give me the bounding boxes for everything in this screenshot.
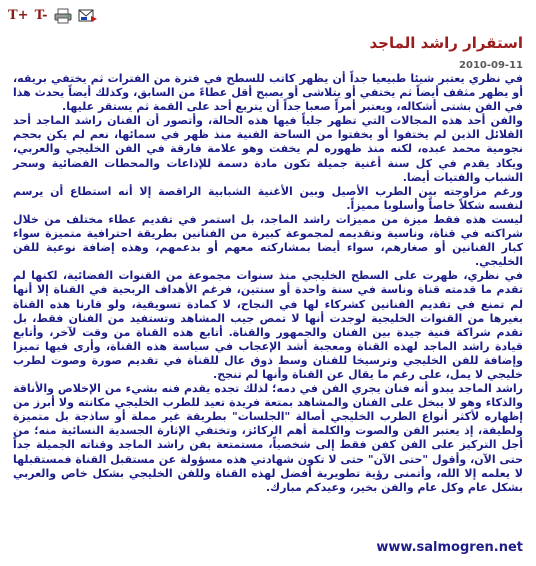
article-date: 2010-09-11 xyxy=(459,60,523,71)
site-url: www.salmogren.net xyxy=(376,540,523,555)
article-title: استقرار راشد الماجد xyxy=(369,34,523,52)
decrease-font-button[interactable]: T- xyxy=(34,8,48,23)
email-icon[interactable] xyxy=(78,8,96,24)
toolbar xyxy=(8,6,96,26)
article-paragraph: والفن أحد هذه المجالات التي تظهر جلياً فيها هذه الحالة، وأتصور أن الفنان راشد الماجد أحد القلائل الذين لم يختفوا أو يخفتوا من الساحة الفنية منذ ظهر في سمائها، نعم لم يكن بحجم نجومية محمد عبده، لكنه منذ ظهوره لم يخفت وهو علامة فارقة في الفن الخليجي والعربي، ويكاد يقدم في كل سنة أغنية جميلة تكون مادة دسمة للإذاعات والمحطات الفضائية وسحر الشباب والفتيات أيضا. xyxy=(13,114,523,184)
article-paragraph: في نظري يعتبر شيئا طبيعيا جداً أن يظهر كاتب للسطح في فترة من الفترات ثم يختفي بريقه، أو يظهر مثقف أيضاً ثم يختفي أو يتلاشى أو يصبح أقل عطاءً من السابق، وكذلك أيضاً يحدث هذا في الفن بشتى أشكاله، ويعتبر أمراً صعبا جداً أن يتربع أحد على القمة ثم يستقر عليها. xyxy=(13,72,523,114)
article-body xyxy=(13,72,523,495)
article-paragraph: في نظري، ظهرت على السطح الخليجي منذ سنوات مجموعة من القنوات الفضائية، لكنها لم تقدم ما قدمته قناة وناسة في سنة واحدة أو سنتين، فرغم الأهداف الربحية في القناة إلا أنها لم تمنع في تقديم الفنانين كشركاء لها في النجاح، لا كمادة تسويقية، ولو قارنا هذه القناة بغيرها من القنوات الخليجية لوجدت أنها لا تمص جيب المشاهد وتستفيد من الفنان فقط، بل تقدم شراكة فنية جيدة بين الفنان والجمهور والقناة. أتابع هذه القناة من وقت لآخر، وأتابع قيادة راشد الماجد لهذه القناة ومعجبة أشد الإعجاب في سياسة هذه القناة، وأرى فيها تميزا وإضافة للفن الخليجي وترسيخا للفنان وسط ذوق عال للقناة في تقديم صورة وصوت لطرب خليجي لا يمل، على رغم ما يقال عن القناة وأنها لم تنجح. xyxy=(13,269,523,381)
increase-font-button[interactable]: T+ xyxy=(8,8,29,23)
article-paragraph: ورغم مزاوجته بين الطرب الأصيل وبين الأغنية الشبابية الراقصة إلا أنه استطاع أن يرسم لنفسه شكلاً خاصاً وأسلوبا مميزاً. xyxy=(13,184,523,212)
article-paragraph: ليست هذه فقط ميزة من مميزات راشد الماجد، بل استمر في تقديم عطاء مختلف من خلال شراكته في قناة، وناسية وتقديمه لمجموعة كبيرة من الفنانين بطريقة احترافية متميزة سواء كبار الفنانين أو صغارهم، سواء أيضا بمشاركته معهم أو بدعمهم، وهذه إضافة نوعية للفن الخليجي. xyxy=(13,212,523,269)
article-paragraph: راشد الماجد يبدو أنه فنان يجري الفن في دمه؛ لذلك تجده يقدم فنه بشيء من الإخلاص والأناقة والذكاء وهو لا يبخل على الفنان والمشاهد بمتعة فريدة تعيد للطرب الخليجي مكانته ولا أبرز من إظهاره لأكثر أنواع الطرب الخليجي أصالة "الجلسات" بطريقة غير مملة أو ساذجة بل متميزة ولطيفة، إذ يعتبر الفن والصوت والكلمة أهم الركائز، وتختفي الإثارة الجسدية النسائية منه؛ من أجل التركيز على الفن كفن فقط إلى شخصياً، مستمتعة بفن راشد الماجد وقناته الجميلة جداً حتى الآن، وأقول "حتى الآن" حتى لا تكون شهادتي هذه مسؤولة عن مستقبل القناة فمستقبلها لا يعلمه إلا الله، وأتمنى رؤية تطويرية أفضل لهذه القناة وللفن الخليجي بشكل خاص والعربي بشكل عام وكل عام والفن بخير، وعيدكم مبارك. xyxy=(13,382,523,494)
printer-icon[interactable] xyxy=(54,8,72,24)
